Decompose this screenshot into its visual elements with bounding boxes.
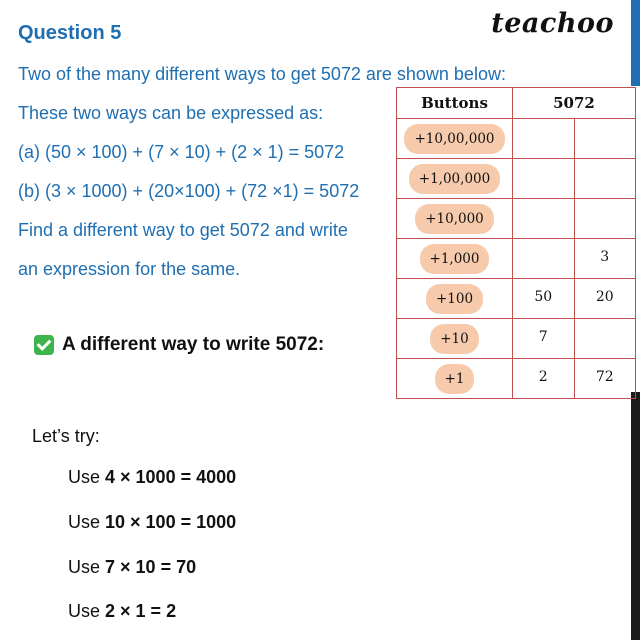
table-header-buttons: Buttons: [397, 88, 513, 119]
problem-line-b: (b) (3 × 1000) + (20×100) + (72 ×1) = 5072: [18, 181, 360, 201]
cell-a: 50: [513, 279, 575, 319]
answer-heading: A different way to write 5072:: [62, 334, 325, 355]
step-2: Use 10 × 100 = 1000: [68, 512, 237, 532]
table-row: [397, 319, 636, 359]
table-header-5072: 5072: [513, 88, 636, 119]
cell-a: [513, 159, 575, 199]
cell-b: 20: [574, 279, 636, 319]
problem-line-a: (a) (50 × 100) + (7 × 10) + (2 × 1) = 5072: [18, 142, 345, 162]
table-row: [397, 239, 636, 279]
button-1000: +1,000: [420, 244, 490, 274]
cell-a: 7: [513, 319, 575, 359]
problem-line-2: These two ways can be expressed as:: [18, 103, 324, 123]
problem-line-5: Find a different way to get 5072 and write: [18, 220, 348, 240]
table-row: [397, 359, 636, 399]
button-10000: +10,000: [415, 204, 494, 234]
cell-b: [574, 159, 636, 199]
table-row: [397, 199, 636, 239]
button-1-lakh: +1,00,000: [409, 164, 500, 194]
problem-line-6: an expression for the same.: [18, 259, 241, 279]
step-1: Use 4 × 1000 = 4000: [68, 467, 237, 487]
button-1: +1: [435, 364, 475, 394]
table-row: [397, 159, 636, 199]
button-10-lakh: +10,00,000: [404, 124, 504, 154]
lets-try-label: Let’s try:: [32, 426, 100, 446]
question-title: Question 5: [18, 22, 122, 44]
table-row: [397, 279, 636, 319]
cell-a: [513, 239, 575, 279]
cell-b: [574, 199, 636, 239]
problem-line-1: Two of the many different ways to get 5072 are shown below:: [18, 64, 506, 84]
button-10: +10: [430, 324, 479, 354]
step-4: Use 2 × 1 = 2: [68, 601, 177, 621]
cell-b: 72: [574, 359, 636, 399]
buttons-table: [396, 87, 636, 399]
button-100: +100: [426, 284, 483, 314]
cell-b: [574, 319, 636, 359]
cell-b: 3: [574, 239, 636, 279]
teachoo-logo: teachoo: [491, 8, 614, 39]
step-3: Use 7 × 10 = 70: [68, 557, 197, 577]
table-row: [397, 119, 636, 159]
cell-a: 2: [513, 359, 575, 399]
check-mark-icon: [34, 335, 54, 355]
accent-bar-bottom: [631, 392, 640, 640]
answer-heading-row: [34, 334, 324, 356]
accent-bar-top: [631, 0, 640, 86]
cell-a: [513, 199, 575, 239]
cell-b: [574, 119, 636, 159]
cell-a: [513, 119, 575, 159]
